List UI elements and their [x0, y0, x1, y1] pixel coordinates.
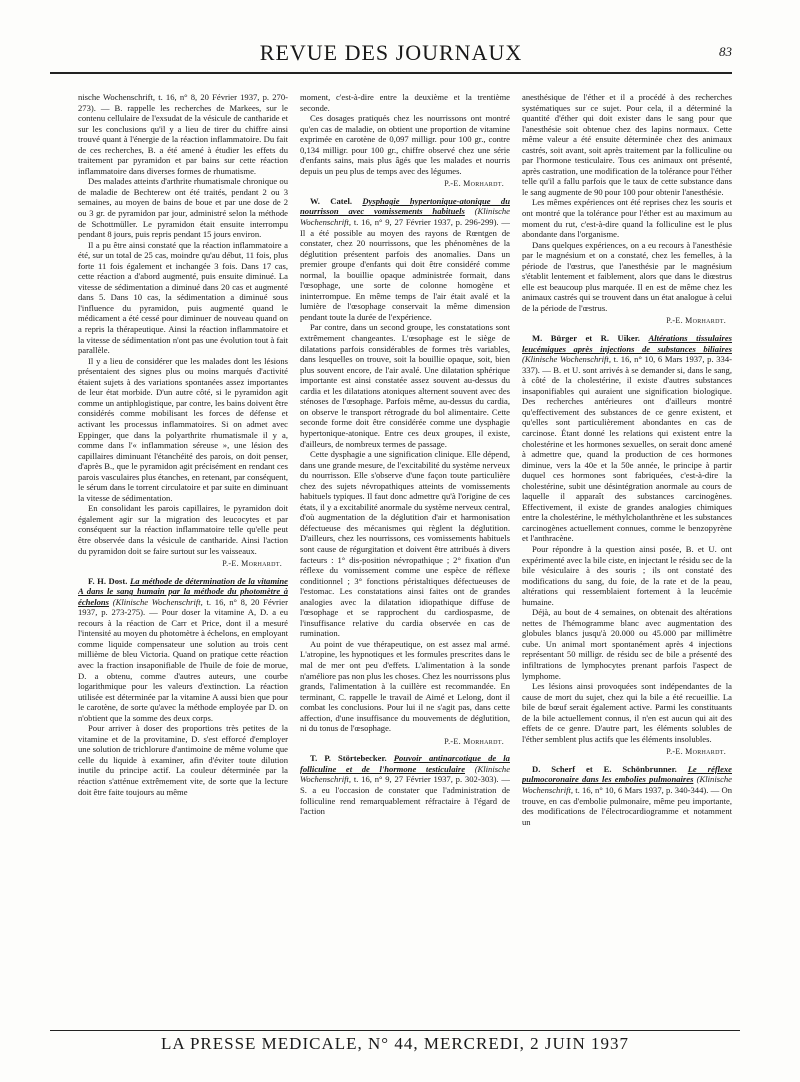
signature: P.-E. Morhardt.	[666, 747, 726, 757]
paragraph: Au point de vue thérapeutique, on est assez mal armé. L'atropine, les hypnotiques et les formules prescrites dans le mal de mer ont peu d'effets. L'alimentation à la sonde n'améliore pas non plus les choses. Chez les nourrissons plus grands, l'alimentation à la cuillère est recommandée. En terminant, C. rappelle le travail de Aimé et Lelong, dont il combat les conclusions. Pour lui il ne s'agit pas, dans cette affection, d'une insuffisance du mouvements de déglutition, ni du tonus de l'œsophage.	[300, 638, 510, 734]
column-3	[522, 92, 732, 1022]
article-source: (Klinische Wochenschrift,	[522, 354, 611, 365]
paragraph: Les mêmes expériences ont été reprises chez les souris et ont montré que la tolérance pour l'éther est au maximum au moment du rut, c'est-à-dire quand la folliculine est le plus abondante dans l'organisme.	[522, 197, 732, 240]
article-heading	[522, 333, 732, 544]
signature: P.-E. Morhardt.	[444, 736, 504, 746]
running-title: REVUE DES JOURNAUX	[259, 40, 523, 65]
article-reference: t. 16, n° 9, 27 Février 1937, p. 302-303).	[353, 774, 499, 785]
paragraph: Ces dosages pratiqués chez les nourrissons ont montré qu'en cas de maladie, on obtient une proportion de vitamine exprimée en carotène de 0,097 milligr. pour 100 gr., contre 0,134 milligr. pour 100 gr., chiffre observé chez une série d'enfants sains, mais plus âgés que les malades et nourris depuis un peu plus de temps avec des légumes.	[300, 113, 510, 176]
article-source: (Klinische Wochenschrift,	[300, 763, 510, 785]
article-author: D. Scherf et E. Schönbrunner.	[532, 763, 677, 774]
article-heading	[522, 764, 732, 827]
page-number: 83	[719, 44, 732, 59]
article-author: M. Bürger et R. Uiker.	[532, 333, 640, 344]
article-heading	[300, 196, 510, 323]
footer-text: LA PRESSE MEDICALE, N° 44, MERCREDI, 2 JUIN 1937	[160, 1034, 629, 1053]
paragraph: Pour arriver à doser des proportions très petites de la vitamine et de la provitamine, D. s'est efforcé d'employer une solution de trichlorure d'antimoine de même volume que celle du liquide à examiner, afin d'éviter toute dilution inutile du principe actif. La couleur déterminée par la réaction s'atténue extrêmement vite, de sorte que la lecture doit être faite toujours au même	[78, 723, 288, 797]
article-title: Pouvoir antinarcotique de la folliculine et de l'hormone testiculaire	[300, 753, 510, 774]
article-body-start: — B. et U. sont arrivés à se demander si, dans le sang, à côté de la cholestérine, il existe d'autres substances insaponifiables qui auraient une signification biologique. Des recherches antérieures ont d'ailleurs montré qu'effectivement des substances de ce genre existent, et qu'elles sont particulièrement abondantes en cas de carcinose. Étant donné les relations qui existent entre la cholestérine et les hormones sexuelles, on serait donc amené à admettre que, quand la production de ces hormones diminue, vers la 40e et la 50e année, le principe à partir duquel ces hormones sont fabriquées, c'est-à-dire la cholestérine, subit une désintégration anormale au cours de laquelle il apparaît des substances carcinogènes. Effectivement, il existe de grandes analogies chimiques entre la cholestérine, le méthylcholanthrène et les substances carcinogènes actuellement connues, comme le benzopyrène et l'anthracène.	[522, 364, 732, 544]
signature: P.-E. Morhardt.	[444, 179, 504, 189]
paragraph: nische Wochenschrift, t. 16, n° 8, 20 Février 1937, p. 270-273). — B. rappelle les recherches de Markees, sur le contenu cellulaire de l'exsudat de la vésicule de cantharide et sur les conclusions qu'il y a lieu de tirer du chiffre ainsi trouvé quant à l'énergie de la réaction inflammatoire. Du fait de ces recherches, B. a été amené à étudier les effets du traitement par pyramidon et par bains sur cette réaction inflammatoire dans diverses formes de rhumatisme.	[78, 92, 288, 176]
signature: P.-E. Morhardt.	[666, 316, 726, 326]
article-reference: t. 16, n° 10, 6 Mars 1937, p. 334-337).	[522, 354, 732, 375]
page-footer	[50, 1030, 740, 1057]
article-author: F. H. Dost.	[88, 575, 128, 586]
paragraph: Par contre, dans un second groupe, les constatations sont extrêmement changeantes. L'œsophage est le siège de dilatations parfois considérables de formes très variables, dans lesquelles on trouve, soit la bouillie opaque, soit, bien plus souvent encore, de l'air avalé. Une dilatation sphérique importante est ainsi constatée assez souvent au-dessus du cardia et les dilatations atoniques alternent souvent avec des sténoses de l'œsophage. Parfois même, au-dessus du cardia, on observe le transport rétrograde du bol alimentaire. Cette seconde forme doit être considérée comme une dysphagie hypertonique-atonique. Entre ces deux groupes, il existe, d'ailleurs, de nombreux termes de passage.	[300, 322, 510, 449]
paragraph: Les lésions ainsi provoquées sont indépendantes de la cause de mort du sujet, chez qui la bile a été recueillie. La bile de bœuf serait également active. Parmi les constituants de la bile actuellement connus, il n'en est aucun qui ait des effets de ce genre. D'autre part, les éléments solubles de l'éther semblent plus actifs que les éléments insolubles.	[522, 681, 732, 744]
article-source: (Klinische Wochenschrift,	[522, 774, 732, 795]
article-reference: t. 16, n° 10, 6 Mars 1937, p. 340-344).	[575, 785, 709, 795]
article-title: Altérations tissulaires leucémiques après injections de substances biliaires	[522, 333, 732, 354]
article-title: Le réflexe pulmocoronaire dans les embolies pulmonaires	[522, 763, 732, 785]
paragraph: Déjà, au bout de 4 semaines, on obtenait des altérations nettes de l'hémogramme blanc avec augmentation des globules blancs jusqu'à 20.000 ou 45.000 par millimètre cube. Un animal mort spontanément après 4 injections représentant 50 milligr. de résidu sec de bile a présenté des infiltrations de lymphocytes prenant parfois l'aspect de lymphome.	[522, 607, 732, 681]
paragraph: Dans quelques expériences, on a eu recours à l'anesthésie par le magnésium et on a constaté, chez les femelles, à la période de l'œstrus, que l'anesthésie par le magnésium s'établit lentement et faiblement, alors que dans le diœstrus elle est beaucoup plus marquée. Il en est de même chez les animaux castrés qui se trouvent dans un état analogue à celui de la période de l'œstrus.	[522, 239, 732, 313]
article-author: W. Catel.	[310, 195, 352, 206]
article-title: Dysphagie hypertonique-atonique du nourrisson avec vomissements habituels	[300, 195, 510, 217]
paragraph: Pour répondre à la question ainsi posée, B. et U. ont expérimenté avec la bile ciste, en injectant le résidu sec de la bile vésiculaire à des souris ; ils ont constaté des modifications du sang, du foie, de la rate et de la peau, altérations qui ressemblaient fortement à la leucémie humaine.	[522, 543, 732, 607]
article-body-start: — S. a eu l'occasion de constater que l'administration de folliculine rend remarquablement réfractaire à l'égard de l'action	[300, 774, 510, 817]
article-heading	[78, 576, 288, 724]
paragraph: Des malades atteints d'arthrite rhumatismale chronique ou de maladie de Bechterew ont été traités, pendant 2 ou 3 semaines, au moyen de bains de boue et par une dose de 2 ou 3 gr. de pyramidon par jour, administré selon la méthode de Schottmüller. Le pyramidon était ensuite interrompu pendant 8 jours, puis repris pendant 15 jours environ.	[78, 176, 288, 240]
paragraph: Cette dysphagie a une signification clinique. Elle dépend, dans une grande mesure, de l'excitabilité du système nerveux du nourrisson. Elle s'observe d'une façon toute particulière chez des sujets névropathiques atteints de vomissements habituels typiques. Il faut donc admettre qu'à l'origine de ces états, il y a excitabilité anormale du système nerveux central, d'où augmentation de la déglutition d'air et harmonisation défectueuse des mécanismes qui règlent la déglutition. D'ailleurs, chez les nourrissons, ces vomissements habituels sont cause de régurgitation et doivent être attribués à divers facteurs : 1° dis-position névropathique ; 2° fixation d'un réflexe du vomissement comme une espèce de réflexe conditionnel ; 3° fonctions péristaltiques défectueuses de l'estomac. Les constatations ainsi faites ont de grandes analogies avec la dilatation idiopathique diffuse de l'œsophage et se rapprochent du cardiospasme, de l'insuffisance relative du cardia observée en cas de rumination.	[300, 449, 510, 639]
article-heading	[300, 753, 510, 816]
paragraph: moment, c'est-à-dire entre la deuxième et la trentième seconde.	[300, 92, 510, 113]
signature: P.-E. Morhardt.	[222, 559, 282, 569]
article-title: La méthode de détermination de la vitamine A dans le sang humain par la méthode du photomètre à échelons	[78, 575, 288, 607]
text-columns	[78, 92, 732, 1022]
article-author: T. P. Störtebecker.	[310, 753, 387, 764]
paragraph: Il y a lieu de considérer que les malades dont les lésions présentaient des signes plus ou moins marqués d'activité étaient sujets à des variations spontanées assez importantes de leur état morbide. D'un autre côté, si le pyramidon agit comme un antiphlogistique, par contre, les bains doivent être considérés comme mobilisant les forces de défense et activant les processus inflammatoires. Si on admet avec Eppinger, que dans la polyarthrite rhumatismale il y a, comme dans l'« inflammation séreuse », une lésion des capillaires diminuant l'étanchéité des parois, on doit penser, d'après B., que le pyramidon agit précisément en rendant ces parois vasculaires plus étanches, en retenant, par conséquent, le sérum dans le torrent circulatoire et par suite en diminuant la vitesse de sédimentation.	[78, 355, 288, 503]
paragraph: En consolidant les parois capillaires, le pyramidon doit également agir sur la migration des leucocytes et par conséquent sur la réaction inflammatoire telle qu'elle peut être observée dans la vésicule de cantharide. Ainsi l'action du pyramidon doit se faire surtout sur les vaisseaux.	[78, 503, 288, 556]
article-source: (Klinische Wochenschrift,	[112, 596, 203, 607]
column-1	[78, 92, 288, 1022]
paragraph: Il a pu être ainsi constaté que la réaction inflammatoire a été, sur un total de 25 cas, moindre qu'au début, 11 fois, plus forte 11 fois également et inchangée 3 fois. Dans 17 cas, cette réaction a d'abord augmenté, puis ensuite diminué. La vitesse de sédimentation a diminué dans 20 cas et augmenté dans 5. Dans 10 cas, la sédimentation a diminué sous l'influence du pyramidon, puis augmenté quand le médicament a été cessé pour diminuer de nouveau quand on a repris la thérapeutique. Ainsi la réaction inflammatoire et la vitesse de sédimentation n'ont pas une évolution tout à fait parallèle.	[78, 239, 288, 356]
page-header	[50, 32, 732, 74]
article-body-start: — Il a été possible au moyen des rayons de Rœntgen de constater, chez 20 nourrissons, que les phénomènes de la déglutition présentent parfois des anomalies. Dans un premier groupe d'enfants qui doit être considéré comme normal, la bouillie opaque administrée formait, dans l'œsophage, une sorte de colonne homogène et ininterrompue. En même temps de l'air était avalé et la lumière de l'œsophage conservait la même dimension pendant toute la durée de l'expérience.	[300, 217, 510, 322]
article-body-start: — Pour doser la vitamine A, D. a eu recours à la réaction de Carr et Price, dont il a mesuré l'intensité au moyen du photomètre à échelons, en employant comme liquide compensateur une solution au trois cent millième de bleu Victoria. Quand on pratique cette réaction avec la fraction insaponifiable de l'huile de foie de morue, D. a obtenu, comme d'autres auteurs, une courbe logarithmique pour les valeurs d'extinction. La réaction utilisée est déterminée par la vitamine A aussi bien que pour le carotène, de sorte qu'avec la méthode employée par D. on n'obtient que la somme des deux corps.	[78, 607, 288, 723]
paragraph: anesthésique de l'éther et il a procédé à des recherches systématiques sur ce sujet. Pour cela, il a déterminé la quantité d'éther qui doit exister dans le sang pour que l'anesthésie soit obtenue chez des lapins normaux. Cette même valeur a été ensuite déterminée chez des animaux castrés, soit avant, soit après traitement par la folliculine ou par l'hormone testiculaire. Tous ces animaux ont présenté, après castration, une modification de la tolérance pour l'éther telle qu'il a fallu parfois que le taux de cette substance dans le sang augmente de 90 pour 100 pour obtenir l'anesthésie.	[522, 92, 732, 197]
article-body-start: — On trouve, en cas d'embolie pulmonaire, même peu importante, des modifications de l'électrocardiogramme et notamment un	[522, 785, 732, 827]
article-reference: t. 16, n° 9, 27 Février 1937, p. 296-299).	[353, 217, 499, 228]
article-reference: t. 16, n° 8, 20 Février 1937, p. 273-275).	[78, 596, 288, 618]
article-source: (Klinische Wochenschrift,	[300, 206, 510, 228]
column-2	[300, 92, 510, 1022]
